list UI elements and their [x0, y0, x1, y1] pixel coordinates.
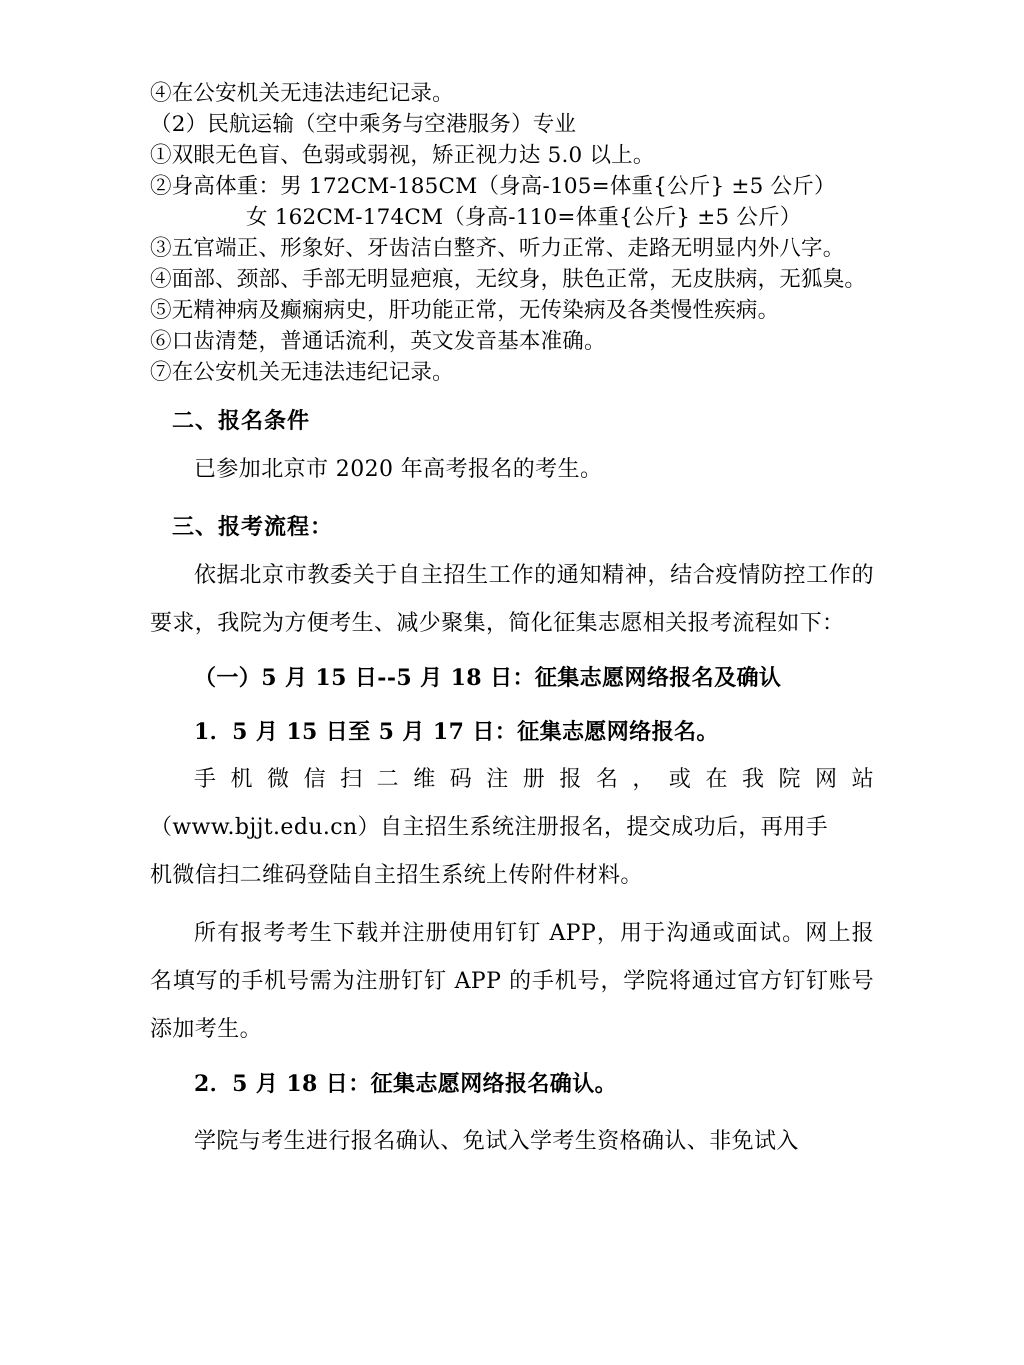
requirement-line: ④面部、颈部、手部无明显疤痕，无纹身，肤色正常，无皮肤病，无狐臭。	[150, 267, 867, 292]
step1-line3: 机微信扫二维码登陆自主招生系统上传附件材料。	[150, 863, 643, 888]
requirement-line: ③五官端正、形象好、牙齿洁白整齐、听力正常、走路无明显内外八字。	[150, 236, 845, 261]
step1-paragraph-2: 所有报考考生下载并注册使用钉钉 APP，用于沟通或面试。网上报名填写的手机号需为注册钉钉 APP 的手机号，学院将通过官方钉钉账号添加考生。	[150, 921, 874, 1042]
step1-heading: 1．5 月 15 日至 5 月 17 日：征集志愿网络报名。	[194, 719, 719, 745]
step1-line2: （www.bjjt.edu.cn）自主招生系统注册报名，提交成功后，再用手	[150, 815, 828, 840]
requirement-line: ②身高体重：男 172CM-185CM（身高-105=体重{公斤} ±5 公斤）	[150, 174, 836, 199]
step2-heading: 2．5 月 18 日：征集志愿网络报名确认。	[194, 1071, 618, 1097]
requirement-line: ⑥口齿清楚，普通话流利，英文发音基本准确。	[150, 329, 606, 354]
step2-paragraph: 学院与考生进行报名确认、免试入学考生资格确认、非免试入	[194, 1129, 799, 1154]
requirement-line: ④在公安机关无违法违纪记录。	[150, 81, 454, 106]
requirement-line: ⑦在公安机关无违法违纪记录。	[150, 360, 454, 385]
part-one-heading: （一）5 月 15 日--5 月 18 日：征集志愿网络报名及确认	[194, 665, 782, 691]
section-three-intro: 依据北京市教委关于自主招生工作的通知精神，结合疫情防控工作的要求，我院为方便考生、减少聚集，简化征集志愿相关报考流程如下：	[150, 563, 874, 636]
section-two-paragraph: 已参加北京市 2020 年高考报名的考生。	[194, 457, 603, 482]
section-two-heading: 二、报名条件	[172, 408, 311, 434]
requirement-line: ⑤无精神病及癫痫病史，肝功能正常，无传染病及各类慢性疾病。	[150, 298, 780, 323]
requirement-line: ①双眼无色盲、色弱或弱视，矫正视力达 5.0 以上。	[150, 143, 655, 168]
requirement-line: 女 162CM-174CM（身高-110=体重{公斤} ±5 公斤）	[246, 205, 802, 230]
requirement-line: （2）民航运输（空中乘务与空港服务）专业	[150, 112, 577, 137]
requirements-block	[150, 78, 874, 388]
step1-line1: 手机微信扫二维码注册报名，或在我院网站	[194, 767, 874, 792]
section-three-heading: 三、报考流程：	[172, 514, 334, 540]
